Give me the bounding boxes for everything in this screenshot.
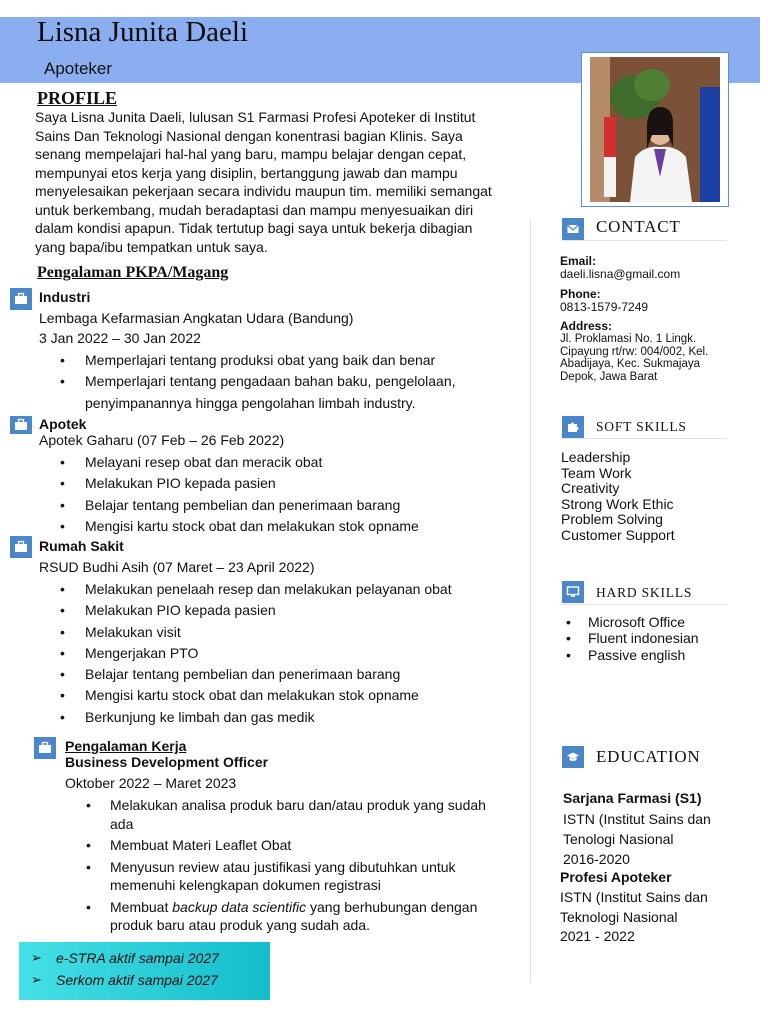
list-item: • Melakukan visit bbox=[39, 623, 509, 641]
list-item: • Mengisi kartu stock obat dan melakukan stok opname bbox=[39, 517, 509, 535]
profile-line: senang mempelajari hal-hal yang baru, mampu belajar dengan cepat, bbox=[35, 146, 467, 162]
pkpa-title: Pengalaman PKPA/Magang bbox=[37, 264, 229, 281]
phone-value: 0813-1579-7249 bbox=[560, 300, 649, 314]
soft-skills-list bbox=[561, 450, 675, 544]
graduation-cap-icon bbox=[562, 746, 584, 768]
address-line: Cipayung rt/rw: 004/002, Kel. bbox=[560, 345, 709, 358]
education-years: 2016-2020 bbox=[563, 851, 630, 867]
list-item: • Belajar tentang pembelian dan penerimaan barang bbox=[39, 496, 509, 514]
profile-line: untuk berkembang, mudah beradaptasi dan mampu menyesuaikan diri bbox=[35, 201, 474, 218]
certification-item: ➢ e-STRA aktif sampai 2027 bbox=[19, 947, 270, 969]
education-school-line: ISTN (Institut Sains dan bbox=[560, 889, 708, 905]
list-item-text: produk baru atau produk yang sudah ada. bbox=[110, 917, 370, 933]
candidate-role: Apoteker bbox=[44, 59, 113, 78]
puzzle-icon bbox=[562, 416, 584, 438]
list-item: • Melakukan analisa produk baru dan/atau produk yang sudah ada bbox=[64, 796, 514, 833]
contact-rule bbox=[562, 240, 727, 241]
soft-skill-item: Team Work bbox=[561, 464, 632, 481]
list-item: • Memperlajari tentang pengadaan bahan baku, pengelolaan, bbox=[39, 372, 509, 390]
list-item-continuation: penyimpanannya hingga pengolahan limbah industry. bbox=[85, 394, 416, 411]
list-item-text: memenuhi kelengkapan dokumen registrasi bbox=[110, 877, 381, 893]
hard-skill-item: • Passive english bbox=[561, 647, 699, 663]
briefcase-icon bbox=[10, 536, 32, 558]
profile-line: mempunyai etos kerja yang disiplin, bertanggung jawab dan mampu bbox=[35, 164, 458, 181]
address-line: Depok, Jawa Barat bbox=[560, 370, 658, 383]
industri-date: 3 Jan 2022 – 30 Jan 2022 bbox=[39, 330, 201, 346]
briefcase-icon bbox=[10, 416, 32, 434]
profile-photo-illustration bbox=[590, 57, 720, 202]
education-degree: Sarjana Farmasi (S1) bbox=[563, 790, 702, 806]
education-school-line: Teknologi Nasional bbox=[560, 908, 678, 925]
profile-line: menyelesaikan pekerjaan secara individu maupun tim. memiliki semangat bbox=[35, 183, 492, 199]
kerja-date: Oktober 2022 – Maret 2023 bbox=[65, 775, 237, 791]
soft-skill-item: Customer Support bbox=[561, 526, 675, 543]
hard-skill-item: • Microsoft Office bbox=[561, 614, 699, 630]
list-item-text: Membuat bbox=[110, 898, 173, 915]
list-item: • Membuat Materi Leaflet Obat bbox=[64, 836, 514, 855]
list-item-text: yang berhubungan dengan bbox=[306, 898, 478, 915]
briefcase-icon bbox=[34, 737, 56, 759]
list-item-emphasis: backup data scientific bbox=[172, 898, 307, 915]
profile-line: dalam kondisi apapun. Tidak tertutup bagi saya untuk bekerja dibagian bbox=[35, 220, 473, 236]
list-item: • Melayani resep obat dan meracik obat bbox=[39, 453, 509, 471]
profile-photo bbox=[590, 57, 720, 202]
education-school-line: Tenologi Nasional bbox=[563, 831, 674, 847]
list-item: • Memperlajari tentang produksi obat yang baik dan benar bbox=[39, 351, 509, 369]
candidate-name: Lisna Junita Daeli bbox=[37, 16, 249, 48]
industri-place: Lembaga Kefarmasian Angkatan Udara (Bandung) bbox=[39, 310, 354, 326]
education-school bbox=[563, 809, 711, 869]
mail-icon bbox=[562, 218, 584, 240]
hard-skills-title: HARD SKILLS bbox=[596, 585, 693, 600]
briefcase-icon bbox=[10, 288, 32, 310]
apotek-place: Apotek Gaharu (07 Feb – 26 Feb 2022) bbox=[39, 432, 285, 448]
soft-skill-item: Strong Work Ethic bbox=[561, 495, 674, 512]
list-item-text: ada bbox=[110, 815, 134, 832]
list-item: • Melakukan PIO kepada pasien bbox=[39, 474, 509, 492]
hard-skill-item: • Fluent indonesian bbox=[561, 630, 699, 646]
rs-heading: Rumah Sakit bbox=[39, 538, 124, 554]
profile-line: yang bapa/ibu tempatkan untuk saya. bbox=[35, 238, 268, 255]
certification-box bbox=[19, 942, 270, 1000]
list-item: • Melakukan penelaah resep dan melakukan pelayanan obat bbox=[39, 580, 509, 598]
rs-list bbox=[39, 580, 509, 729]
kerja-position: Business Development Officer bbox=[65, 754, 269, 770]
address-value bbox=[560, 333, 708, 383]
address-line: Abadijaya, Kec. Sukmajaya bbox=[560, 358, 700, 370]
kerja-title: Pengalaman Kerja bbox=[65, 738, 187, 754]
list-item-text: Menyusun review atau justifikasi yang dibutuhkan untuk bbox=[110, 858, 456, 875]
email-label: Email: bbox=[560, 254, 597, 268]
column-divider bbox=[530, 218, 531, 983]
list-item: • Belajar tentang pembelian dan penerimaan barang bbox=[39, 665, 509, 683]
industri-list bbox=[39, 351, 509, 412]
address-line: Jl. Proklamasi No. 1 Lingk. bbox=[560, 333, 697, 345]
education-title: EDUCATION bbox=[596, 747, 701, 766]
soft-skill-item: Problem Solving bbox=[561, 511, 663, 528]
education-school bbox=[560, 888, 708, 947]
profile-title: PROFILE bbox=[37, 88, 118, 108]
email-value: daeli.lisna@gmail.com bbox=[560, 267, 681, 281]
hard-skills-rule bbox=[562, 604, 727, 605]
list-item: • Mengisi kartu stock obat dan melakukan stok opname bbox=[39, 686, 509, 704]
list-item-text: Melakukan analisa produk baru dan/atau produk yang sudah bbox=[110, 797, 486, 813]
phone-label: Phone: bbox=[560, 287, 601, 301]
profile-line: Saya Lisna Junita Daeli, lulusan S1 Farmasi Profesi Apoteker di Institut bbox=[35, 109, 476, 125]
profile-line: Sains Dan Teknologi Nasional dengan konentrasi bagian Klinis. Saya bbox=[35, 127, 463, 144]
soft-skills-rule bbox=[562, 438, 727, 439]
list-item: • Melakukan PIO kepada pasien bbox=[39, 601, 509, 619]
list-item: • Membuat backup data scientific yang berhubungan dengan produk baru atau produk yang sudah ada. bbox=[64, 898, 514, 935]
hard-skills-list bbox=[561, 614, 699, 663]
profile-photo-frame bbox=[581, 52, 729, 207]
soft-skills-title: SOFT SKILLS bbox=[596, 419, 687, 434]
profile-text bbox=[35, 108, 515, 256]
monitor-icon bbox=[562, 581, 584, 603]
soft-skill-item: Leadership bbox=[561, 449, 631, 465]
list-item-text: Membuat Materi Leaflet Obat bbox=[110, 837, 292, 853]
certification-item: ➢ Serkom aktif sampai 2027 bbox=[19, 969, 270, 991]
list-item: • Menyusun review atau justifikasi yang dibutuhkan untuk memenuhi kelengkapan dokumen registrasi bbox=[64, 858, 514, 895]
education-years: 2021 - 2022 bbox=[560, 928, 635, 944]
apotek-list bbox=[39, 453, 509, 538]
soft-skill-item: Creativity bbox=[561, 480, 620, 497]
education-school-line: ISTN (Institut Sains dan bbox=[563, 811, 711, 827]
education-degree: Profesi Apoteker bbox=[560, 869, 672, 885]
address-label: Address: bbox=[560, 319, 613, 333]
list-item: • Mengerjakan PTO bbox=[39, 644, 509, 662]
apotek-heading: Apotek bbox=[39, 416, 87, 432]
industri-heading: Industri bbox=[39, 289, 91, 305]
kerja-list bbox=[64, 796, 514, 935]
list-item: • Berkunjung ke limbah dan gas medik bbox=[39, 708, 509, 726]
rs-place: RSUD Budhi Asih (07 Maret – 23 April 2022) bbox=[39, 559, 315, 575]
contact-title: CONTACT bbox=[596, 217, 681, 236]
